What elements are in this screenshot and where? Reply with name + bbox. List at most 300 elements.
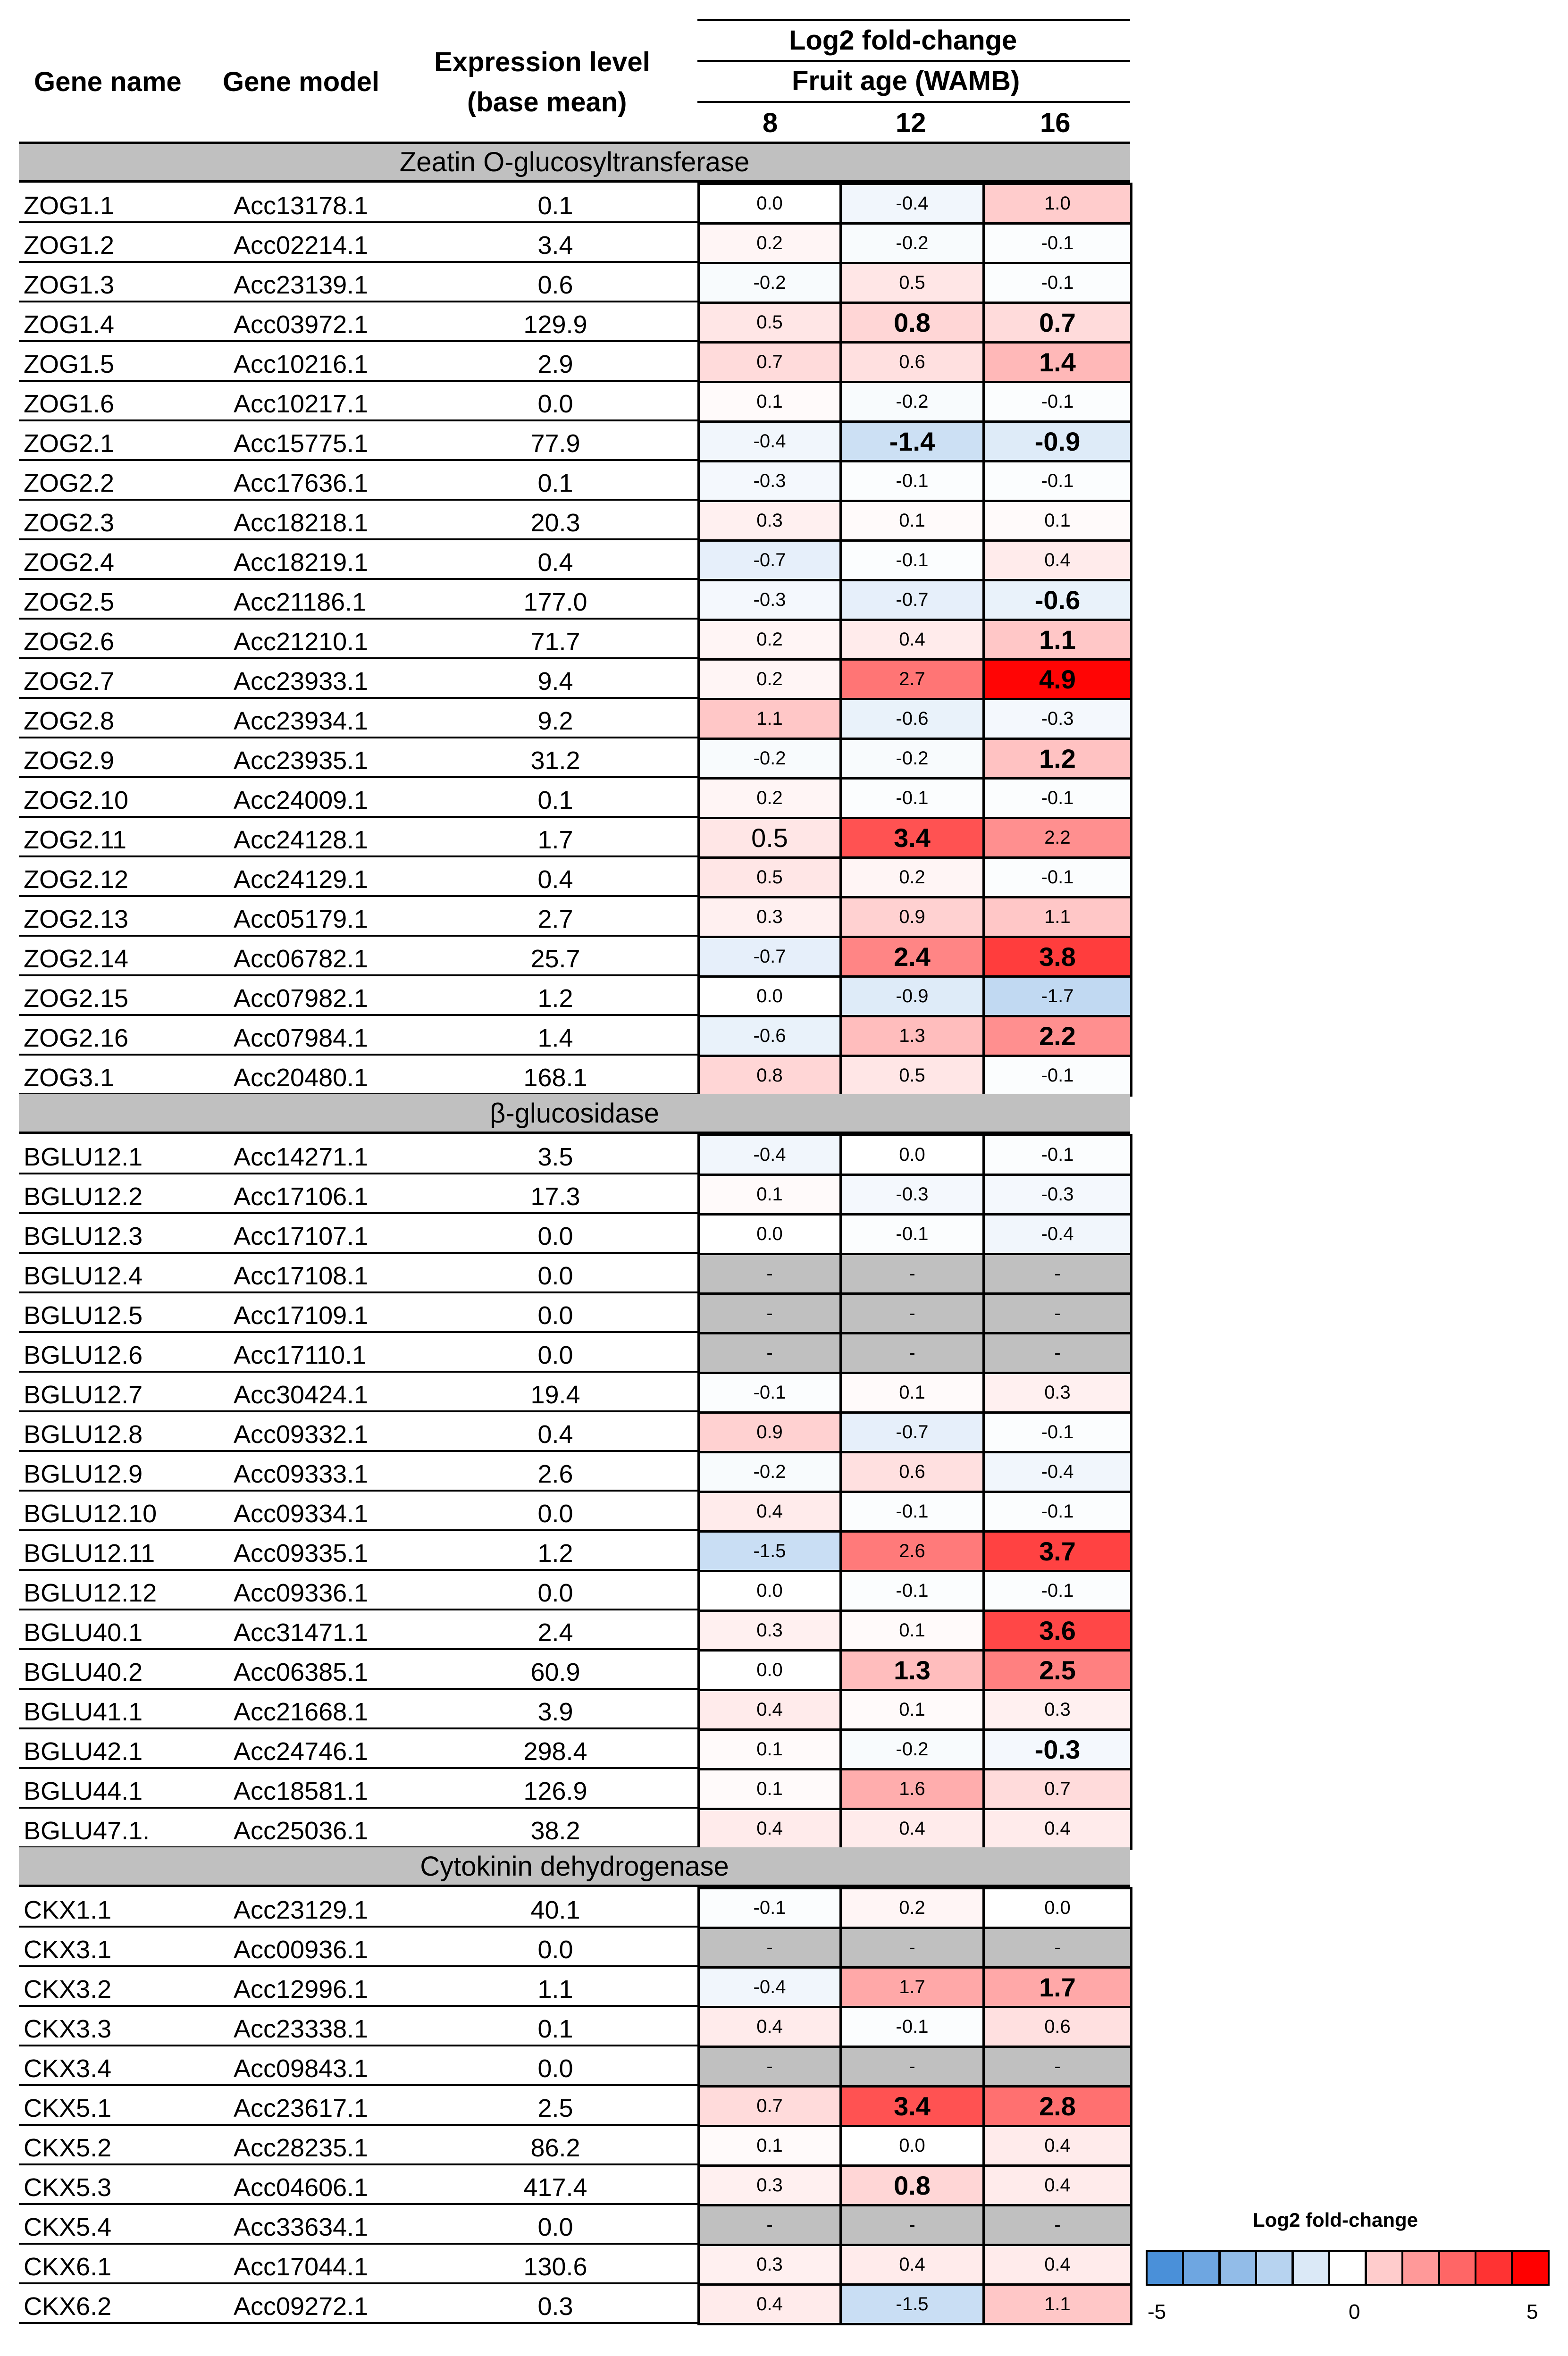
- expression-level-cell: 0.4: [537, 1420, 573, 1449]
- fold-change-value: -0.2: [753, 1461, 786, 1482]
- table-row: [0, 619, 1130, 658]
- gene-model-cell: Acc14271.1: [234, 1143, 369, 1171]
- gene-name-cell: ZOG1.1: [24, 192, 115, 220]
- table-row: [0, 1728, 1130, 1768]
- gene-name-cell: BGLU12.7: [24, 1381, 143, 1409]
- fold-change-cell-12: [839, 1610, 985, 1652]
- fold-change-value: 1.1: [756, 708, 783, 729]
- gene-name-cell: ZOG2.1: [24, 429, 115, 458]
- section-header: [19, 143, 1130, 181]
- fold-change-value: 0.4: [899, 2254, 925, 2275]
- fold-change-value: -0.2: [896, 233, 929, 253]
- gene-model-cell: Acc06385.1: [234, 1658, 369, 1686]
- expression-level-cell: 0.0: [537, 1262, 573, 1290]
- fold-change-cell-12: [839, 302, 985, 344]
- expression-level-cell: 77.9: [530, 429, 580, 458]
- fold-change-value: 2.5: [1039, 1655, 1076, 1685]
- fold-change-value: 0.5: [751, 823, 788, 853]
- gene-model-cell: Acc23933.1: [234, 667, 369, 696]
- fold-change-value: 1.4: [1039, 347, 1076, 377]
- header-top-rule: [697, 19, 1130, 21]
- fold-change-cell-12: [839, 1887, 985, 1929]
- fold-change-value: 0.3: [1044, 1382, 1071, 1403]
- fold-change-cell-12: [839, 1927, 985, 1969]
- table-row: [0, 1174, 1130, 1213]
- fold-change-cell-8: [697, 500, 842, 542]
- expression-level-cell: 25.7: [530, 945, 580, 973]
- gene-model-cell: Acc13178.1: [234, 192, 369, 220]
- table-row: [0, 539, 1130, 579]
- expression-level-cell: 0.4: [537, 548, 573, 577]
- fold-change-value: 1.6: [899, 1778, 925, 1799]
- fold-change-value: 1.1: [1039, 625, 1076, 654]
- fold-change-cell-12: [839, 2125, 985, 2167]
- fold-change-cell-16: [982, 738, 1132, 780]
- fold-change-value: -0.7: [753, 946, 786, 967]
- header-age-rule: [697, 101, 1130, 103]
- table-row: [0, 2085, 1130, 2125]
- fold-change-cell-16: [982, 619, 1132, 661]
- gene-name-cell: CKX6.1: [24, 2253, 112, 2281]
- fold-change-value: 0.0: [756, 1660, 783, 1680]
- legend-swatch: [1292, 2250, 1330, 2286]
- fold-change-value: 0.3: [756, 510, 783, 531]
- gene-name-cell: ZOG2.13: [24, 905, 129, 933]
- fold-change-cell-16: [982, 1174, 1132, 1216]
- gene-model-cell: Acc21668.1: [234, 1698, 369, 1726]
- gene-model-cell: Acc10216.1: [234, 350, 369, 378]
- expression-level-cell: 0.0: [537, 1500, 573, 1528]
- fold-change-value: 0.1: [899, 1382, 925, 1403]
- fold-change-value: -: [1054, 1263, 1061, 1284]
- section-title: Cytokinin dehydrogenase: [420, 1851, 729, 1882]
- legend-swatch: [1401, 2250, 1440, 2286]
- expression-level-cell: 0.0: [537, 2054, 573, 2083]
- fold-change-cell-8: [697, 1768, 842, 1810]
- gene-model-cell: Acc18218.1: [234, 509, 369, 537]
- table-row: [0, 658, 1130, 698]
- fold-change-cell-16: [982, 1491, 1132, 1533]
- expression-level-cell: 126.9: [523, 1777, 587, 1805]
- fold-change-value: -0.7: [753, 550, 786, 570]
- fold-change-value: 0.4: [1044, 2254, 1071, 2275]
- gene-name-cell: ZOG2.2: [24, 469, 115, 497]
- gene-model-cell: Acc04606.1: [234, 2173, 369, 2202]
- fold-change-cell-8: [697, 1372, 842, 1414]
- fold-change-value: -0.1: [1041, 1501, 1074, 1522]
- fold-change-value: -: [766, 1342, 773, 1363]
- fold-change-value: 0.1: [899, 1620, 925, 1641]
- fold-change-value: 1.3: [894, 1655, 931, 1685]
- gene-model-cell: Acc20480.1: [234, 1064, 369, 1092]
- fold-change-cell-12: [839, 619, 985, 661]
- fold-change-value: 0.5: [756, 867, 783, 888]
- fold-change-cell-12: [839, 1372, 985, 1414]
- fold-change-value: 0.1: [899, 1699, 925, 1720]
- expression-level-cell: 0.0: [537, 1222, 573, 1250]
- fold-change-cell-8: [697, 738, 842, 780]
- fold-change-cell-16: [982, 1887, 1132, 1929]
- fold-change-cell-16: [982, 2046, 1132, 2088]
- legend-swatch: [1146, 2250, 1184, 2286]
- legend-swatch: [1511, 2250, 1550, 2286]
- fold-change-cell-8: [697, 1253, 842, 1295]
- fold-change-cell-12: [839, 1649, 985, 1691]
- expression-level-cell: 0.0: [537, 1301, 573, 1330]
- fold-change-value: -0.7: [896, 1422, 929, 1442]
- fold-change-value: 0.4: [756, 1699, 783, 1720]
- fold-change-value: -0.2: [896, 748, 929, 769]
- fold-change-cell-12: [839, 658, 985, 700]
- fold-change-cell-12: [839, 975, 985, 1017]
- expression-level-cell: 129.9: [523, 310, 587, 339]
- legend-max-label: 5: [1526, 2300, 1538, 2323]
- fold-change-cell-8: [697, 183, 842, 225]
- header-mid-rule: [697, 60, 1130, 62]
- expression-level-cell: 2.7: [537, 905, 573, 933]
- fold-change-value: -: [766, 1303, 773, 1324]
- fold-change-cell-16: [982, 2283, 1132, 2325]
- fold-change-value: -0.4: [753, 1977, 786, 1997]
- fold-change-value: -0.4: [1041, 1461, 1074, 1482]
- gene-model-cell: Acc09332.1: [234, 1420, 369, 1449]
- gene-name-cell: ZOG3.1: [24, 1064, 115, 1092]
- fold-change-value: -0.1: [896, 788, 929, 808]
- table-row: [0, 2283, 1130, 2323]
- gene-model-cell: Acc02214.1: [234, 231, 369, 260]
- fold-change-value: -0.1: [1041, 1144, 1074, 1165]
- fold-change-cell-12: [839, 420, 985, 462]
- fold-change-cell-12: [839, 896, 985, 938]
- gene-name-cell: BGLU12.1: [24, 1143, 143, 1171]
- table-row: [0, 1610, 1130, 1649]
- table-row: [0, 1808, 1130, 1847]
- gene-name-cell: CKX3.1: [24, 1936, 112, 1964]
- gene-model-cell: Acc31471.1: [234, 1618, 369, 1647]
- expression-level-cell: 60.9: [530, 1658, 580, 1686]
- fold-change-value: 0.9: [899, 906, 925, 927]
- fold-change-value: -0.4: [753, 1144, 786, 1165]
- fold-change-cell-16: [982, 1610, 1132, 1652]
- fold-change-value: -0.3: [1034, 1735, 1081, 1764]
- fold-change-value: -0.6: [1034, 585, 1081, 615]
- fold-change-value: 1.1: [1044, 2294, 1071, 2314]
- gene-name-cell: BGLU12.11: [24, 1539, 155, 1568]
- table-row: [0, 1213, 1130, 1253]
- gene-model-cell: Acc17106.1: [234, 1182, 369, 1211]
- fold-change-value: -0.2: [753, 272, 786, 293]
- fold-change-cell-16: [982, 302, 1132, 344]
- table-row: [0, 1966, 1130, 2006]
- fold-change-value: -0.3: [1041, 1184, 1074, 1205]
- fold-change-value: 1.0: [1044, 193, 1071, 214]
- table-row: [0, 1927, 1130, 1966]
- fold-change-value: 0.0: [899, 1144, 925, 1165]
- fold-change-cell-16: [982, 1055, 1132, 1097]
- gene-model-cell: Acc24746.1: [234, 1737, 369, 1766]
- expression-level-cell: 0.0: [537, 2213, 573, 2241]
- fold-change-cell-8: [697, 1927, 842, 1969]
- gene-name-cell: ZOG1.5: [24, 350, 115, 378]
- fold-change-value: 0.0: [899, 2135, 925, 2156]
- fold-change-value: -0.3: [753, 589, 786, 610]
- fold-change-value: -0.9: [1034, 427, 1081, 456]
- gene-model-cell: Acc00936.1: [234, 1936, 369, 1964]
- fold-change-value: 2.2: [1044, 827, 1071, 848]
- fold-change-cell-8: [697, 2244, 842, 2286]
- fold-change-cell-8: [697, 1213, 842, 1255]
- fold-change-cell-16: [982, 975, 1132, 1017]
- gene-name-cell: BGLU42.1: [24, 1737, 143, 1766]
- table-row: [0, 1451, 1130, 1491]
- section-header: [19, 1094, 1130, 1132]
- fold-change-value: -0.1: [753, 1382, 786, 1403]
- gene-name-cell: BGLU12.6: [24, 1341, 143, 1369]
- fold-change-cell-16: [982, 579, 1132, 621]
- fold-change-cell-12: [839, 1015, 985, 1057]
- fold-change-value: -0.1: [1041, 391, 1074, 412]
- fold-change-cell-8: [697, 1292, 842, 1334]
- gene-name-cell: ZOG2.11: [24, 826, 127, 854]
- table-row: [0, 2164, 1130, 2204]
- fold-change-value: 0.2: [756, 233, 783, 253]
- fold-change-cell-8: [697, 2283, 842, 2325]
- fold-change-cell-16: [982, 2085, 1132, 2127]
- fold-change-cell-12: [839, 2283, 985, 2325]
- fold-change-value: -0.3: [753, 470, 786, 491]
- section-title: Zeatin O-glucosyltransferase: [399, 146, 750, 177]
- table-row: [0, 460, 1130, 500]
- fold-change-value: -0.1: [1041, 272, 1074, 293]
- fold-change-value: -0.1: [1041, 1422, 1074, 1442]
- expression-level-cell: 9.4: [537, 667, 573, 696]
- gene-model-cell: Acc09335.1: [234, 1539, 369, 1568]
- gene-model-cell: Acc17109.1: [234, 1301, 369, 1330]
- fold-change-value: 1.7: [899, 1977, 925, 1997]
- fold-change-cell-12: [839, 460, 985, 502]
- gene-name-cell: BGLU44.1: [24, 1777, 143, 1805]
- fold-change-cell-16: [982, 420, 1132, 462]
- fold-change-cell-8: [697, 1530, 842, 1572]
- table-row: [0, 1292, 1130, 1332]
- fold-change-value: 0.4: [1044, 550, 1071, 570]
- gene-model-cell: Acc28235.1: [234, 2134, 369, 2162]
- gene-name-cell: ZOG2.6: [24, 628, 115, 656]
- table-row: [0, 1530, 1130, 1570]
- fold-change-value: -0.4: [896, 193, 929, 214]
- gene-model-cell: Acc06782.1: [234, 945, 369, 973]
- fold-change-value: 1.7: [1039, 1972, 1076, 2002]
- legend-swatch: [1182, 2250, 1220, 2286]
- gene-name-cell: ZOG1.6: [24, 390, 115, 418]
- fold-change-cell-16: [982, 1451, 1132, 1493]
- fold-change-cell-16: [982, 658, 1132, 700]
- fold-change-cell-12: [839, 500, 985, 542]
- fold-change-cell-16: [982, 500, 1132, 542]
- expression-level-cell: 9.2: [537, 707, 573, 735]
- fold-change-value: 0.2: [899, 1897, 925, 1918]
- fold-change-cell-8: [697, 2164, 842, 2206]
- gene-model-cell: Acc17108.1: [234, 1262, 369, 1290]
- fold-change-value: 0.0: [756, 986, 783, 1006]
- gene-name-cell: BGLU12.3: [24, 1222, 143, 1250]
- table-row: [0, 341, 1130, 381]
- gene-model-cell: Acc24129.1: [234, 865, 369, 894]
- fold-change-cell-8: [697, 975, 842, 1017]
- expression-level-cell: 0.3: [537, 2292, 573, 2321]
- fold-change-cell-12: [839, 1966, 985, 2008]
- fold-change-cell-8: [697, 817, 842, 859]
- gene-model-cell: Acc24009.1: [234, 786, 369, 814]
- fold-change-value: -: [1054, 2214, 1061, 2235]
- expression-level-cell: 71.7: [530, 628, 580, 656]
- expression-level-cell: 1.2: [537, 1539, 573, 1568]
- fold-change-cell-8: [697, 1649, 842, 1691]
- fold-change-cell-12: [839, 2204, 985, 2246]
- fold-change-value: -0.1: [896, 1501, 929, 1522]
- fold-change-cell-16: [982, 2164, 1132, 2206]
- fold-change-value: -0.9: [896, 986, 929, 1006]
- fold-change-cell-8: [697, 658, 842, 700]
- fold-change-cell-8: [697, 698, 842, 740]
- legend-swatch: [1365, 2250, 1403, 2286]
- table-row: [0, 1570, 1130, 1610]
- fold-change-value: 0.7: [756, 2096, 783, 2116]
- fold-change-cell-12: [839, 1570, 985, 1612]
- fold-change-cell-8: [697, 1491, 842, 1533]
- fold-change-value: -: [909, 1937, 915, 1958]
- fold-change-cell-16: [982, 817, 1132, 859]
- table-row: [0, 936, 1130, 975]
- table-row: [0, 975, 1130, 1015]
- fold-change-value: 0.4: [1044, 1818, 1071, 1839]
- fold-change-value: -1.4: [889, 427, 935, 456]
- expression-level-cell: 298.4: [523, 1737, 587, 1766]
- fold-change-value: -0.1: [1041, 470, 1074, 491]
- gene-name-cell: ZOG1.3: [24, 271, 115, 299]
- gene-name-cell: ZOG2.8: [24, 707, 115, 735]
- gene-name-cell: ZOG2.10: [24, 786, 129, 814]
- expression-level-cell: 20.3: [530, 509, 580, 537]
- fold-change-cell-16: [982, 1213, 1132, 1255]
- gene-name-cell: ZOG2.3: [24, 509, 115, 537]
- fold-change-cell-12: [839, 2085, 985, 2127]
- legend-swatch: [1219, 2250, 1257, 2286]
- section-header: [19, 1847, 1130, 1885]
- fold-change-cell-16: [982, 2006, 1132, 2048]
- fold-change-cell-12: [839, 1174, 985, 1216]
- gene-name-cell: CKX5.1: [24, 2094, 112, 2122]
- expression-level-cell: 0.4: [537, 865, 573, 894]
- table-row: [0, 2046, 1130, 2085]
- fold-change-cell-8: [697, 262, 842, 304]
- fold-change-value: -1.7: [1041, 986, 1074, 1006]
- fold-change-cell-12: [839, 381, 985, 423]
- fold-change-cell-8: [697, 2085, 842, 2127]
- gene-model-cell: Acc10217.1: [234, 390, 369, 418]
- gene-name-cell: BGLU41.1: [24, 1698, 143, 1726]
- fold-change-value: -0.1: [1041, 867, 1074, 888]
- fold-change-value: 0.1: [899, 510, 925, 531]
- fold-change-cell-8: [697, 1966, 842, 2008]
- gene-name-cell: ZOG2.4: [24, 548, 115, 577]
- table-row: [0, 1332, 1130, 1372]
- fold-change-cell-12: [839, 262, 985, 304]
- header-expression-line1: Expression level: [434, 47, 650, 77]
- fold-change-value: -0.1: [1041, 1580, 1074, 1601]
- expression-level-cell: 3.9: [537, 1698, 573, 1726]
- gene-name-cell: CKX3.3: [24, 2015, 112, 2043]
- fold-change-value: -0.1: [896, 470, 929, 491]
- fold-change-cell-12: [839, 1411, 985, 1453]
- header-gene-name: Gene name: [34, 67, 182, 97]
- gene-model-cell: Acc12996.1: [234, 1975, 369, 2004]
- fold-change-cell-8: [697, 1055, 842, 1097]
- fold-change-cell-16: [982, 856, 1132, 898]
- gene-model-cell: Acc17636.1: [234, 469, 369, 497]
- fold-change-cell-16: [982, 262, 1132, 304]
- legend-title: Log2 fold-change: [1253, 2209, 1418, 2231]
- fold-change-cell-12: [839, 1689, 985, 1731]
- fold-change-cell-16: [982, 1134, 1132, 1176]
- fold-change-cell-16: [982, 1570, 1132, 1612]
- gene-model-cell: Acc18581.1: [234, 1777, 369, 1805]
- fold-change-value: 1.3: [899, 1025, 925, 1046]
- table-row: [0, 1134, 1130, 1174]
- expression-level-cell: 31.2: [530, 746, 580, 775]
- fold-change-cell-8: [697, 460, 842, 502]
- fold-change-cell-8: [697, 1689, 842, 1731]
- table-row: [0, 420, 1130, 460]
- gene-model-cell: Acc33634.1: [234, 2213, 369, 2241]
- fold-change-value: 2.6: [899, 1541, 925, 1561]
- fold-change-cell-8: [697, 1451, 842, 1493]
- fold-change-cell-16: [982, 2244, 1132, 2286]
- fold-change-cell-16: [982, 1292, 1132, 1334]
- header-log2: Log2 fold-change: [789, 25, 1017, 56]
- fold-change-value: 0.5: [899, 272, 925, 293]
- fold-change-cell-16: [982, 1015, 1132, 1057]
- fold-change-cell-16: [982, 539, 1132, 581]
- table-row: [0, 738, 1130, 777]
- legend-swatch: [1475, 2250, 1513, 2286]
- gene-name-cell: ZOG2.14: [24, 945, 129, 973]
- fold-change-cell-8: [697, 539, 842, 581]
- fold-change-value: 0.1: [756, 391, 783, 412]
- header-gene-model: Gene model: [223, 67, 379, 97]
- fold-change-cell-16: [982, 2204, 1132, 2246]
- gene-name-cell: BGLU12.5: [24, 1301, 143, 1330]
- table-row: [0, 698, 1130, 738]
- fold-change-cell-12: [839, 1768, 985, 1810]
- gene-name-cell: CKX5.2: [24, 2134, 112, 2162]
- table-row: [0, 1253, 1130, 1292]
- fold-change-value: 4.9: [1039, 664, 1076, 694]
- gene-name-cell: ZOG2.7: [24, 667, 115, 696]
- fold-change-cell-16: [982, 2125, 1132, 2167]
- expression-level-cell: 1.7: [537, 826, 573, 854]
- fold-change-value: 2.8: [1039, 2091, 1076, 2121]
- fold-change-cell-8: [697, 896, 842, 938]
- gene-name-cell: BGLU40.1: [24, 1618, 143, 1647]
- fold-change-value: 0.3: [756, 1620, 783, 1641]
- gene-name-cell: CKX3.4: [24, 2054, 112, 2083]
- fold-change-cell-16: [982, 1966, 1132, 2008]
- fold-change-cell-12: [839, 817, 985, 859]
- fold-change-cell-12: [839, 2164, 985, 2206]
- fold-change-value: 0.1: [756, 2135, 783, 2156]
- fold-change-value: 0.2: [756, 669, 783, 689]
